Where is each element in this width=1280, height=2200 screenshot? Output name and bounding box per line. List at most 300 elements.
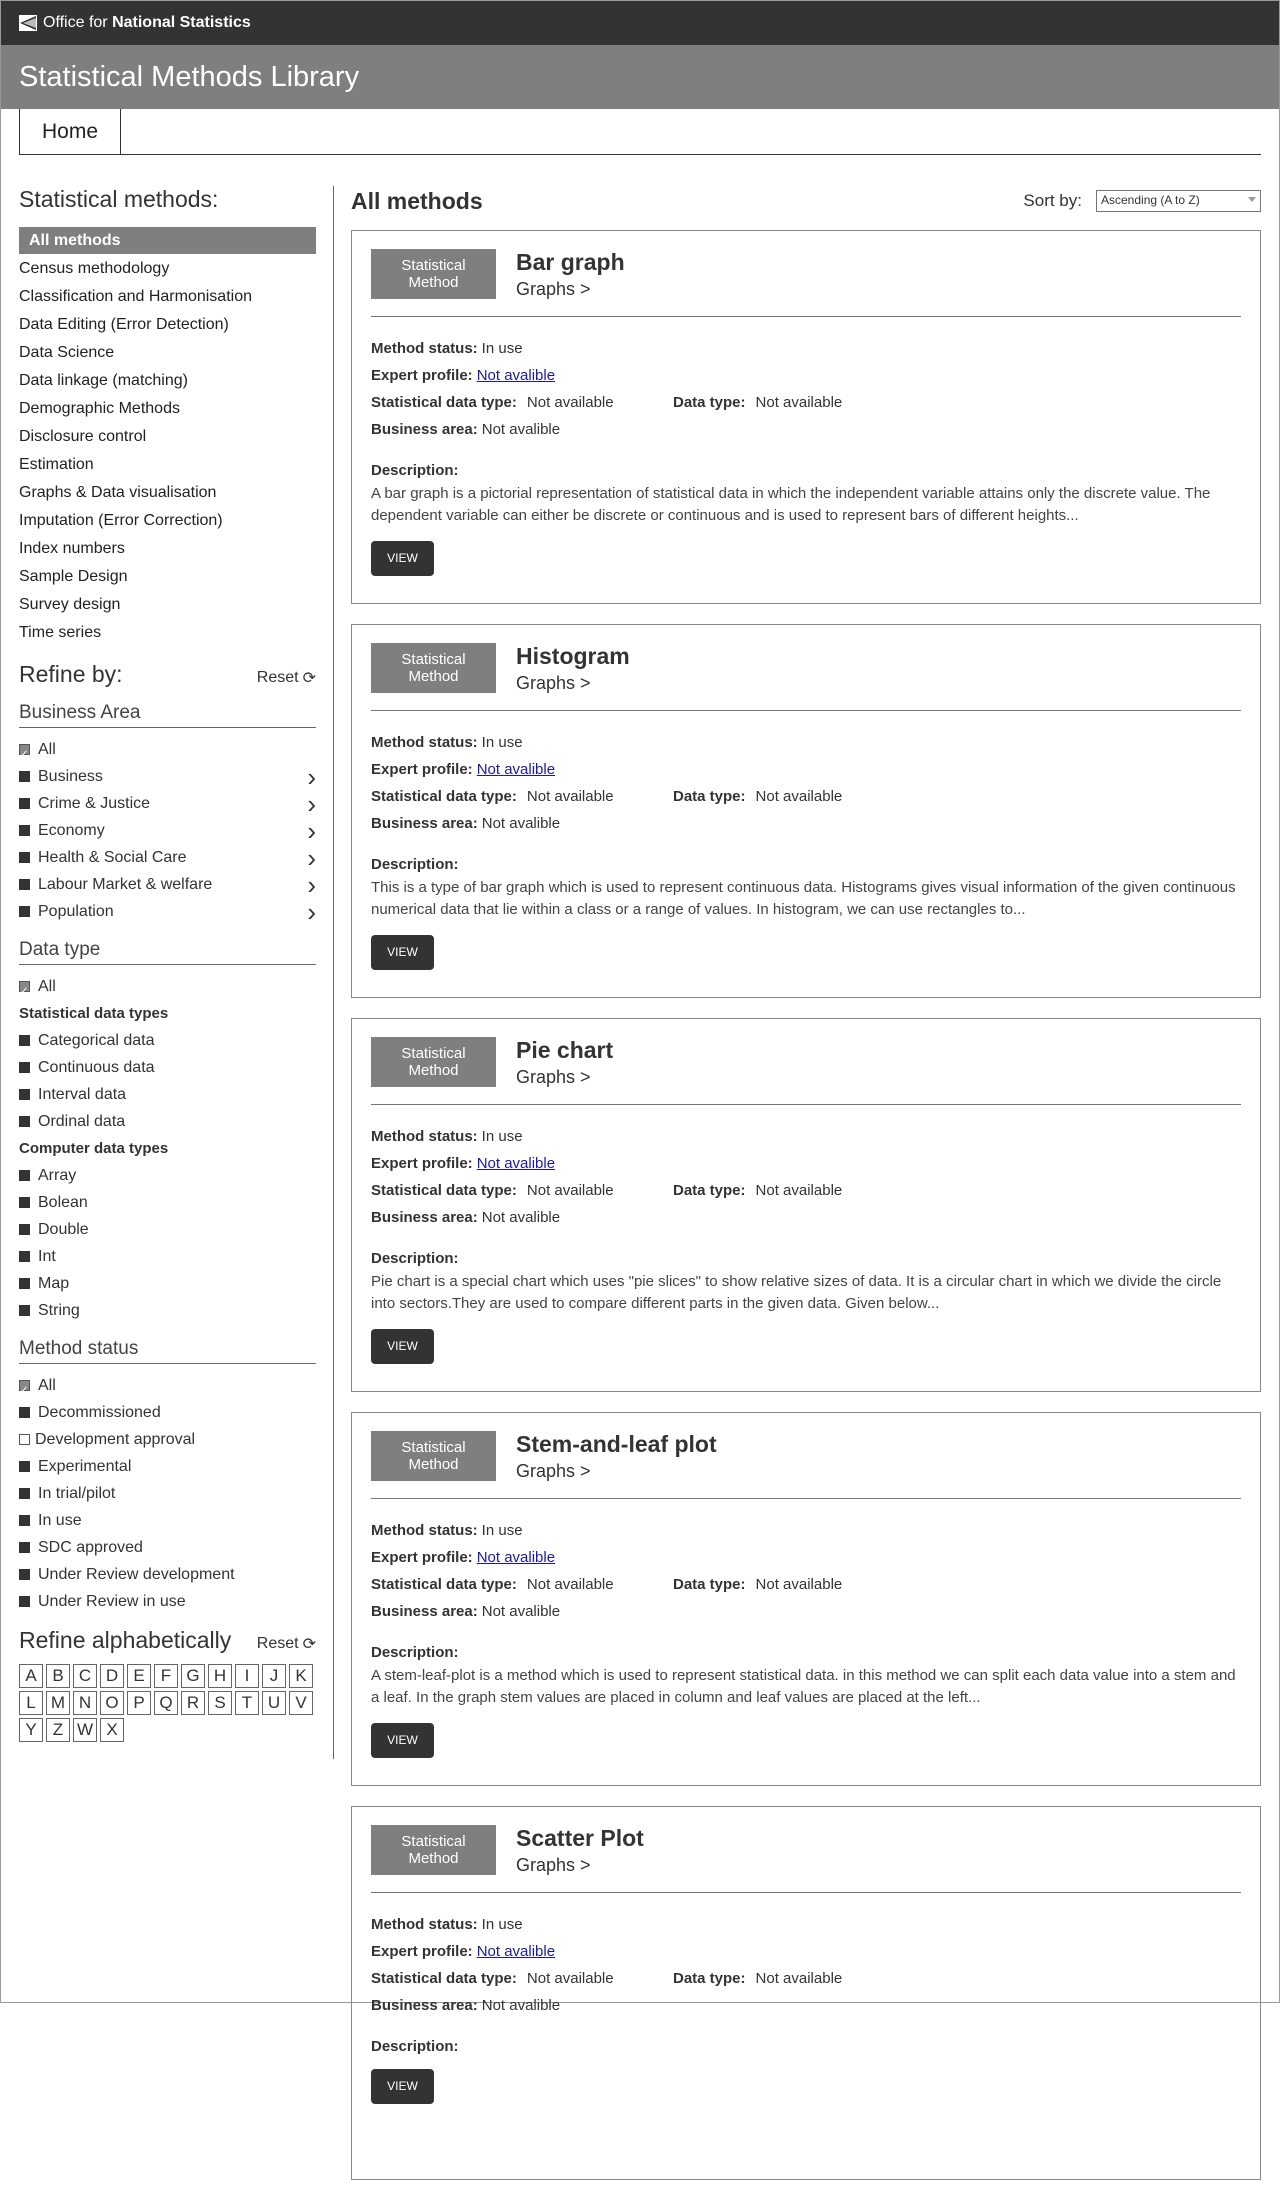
checkbox[interactable] [19,1224,30,1235]
filter-option[interactable] [19,1480,316,1507]
filter-label: Development approval [35,1431,196,1448]
method-status-label: Method status: [371,1128,478,1145]
business-area-label: Business area: [371,1997,478,2014]
expert-profile-link[interactable]: Not avalible [476,1943,556,1960]
alpha-letter[interactable]: Z [46,1718,70,1742]
chevron-right-icon[interactable]: › [307,788,316,819]
description-text: A stem-leaf-plot is a method which is used to represent statistical data. in this method we can split each data value into a stem and a leaf. In the graph stem values are placed in column and leaf values are placed at the left... [371,1667,1236,1706]
checkbox[interactable] [19,1116,30,1127]
method-status-row [371,335,1241,362]
filter-label: Health & Social Care [38,849,187,866]
stat-type-value: Not available [526,788,614,805]
card-title-block [516,249,625,316]
data-type-label: Data type: [673,1576,746,1593]
description-text: This is a type of bar graph which is used to represent continuous data. Histograms gives visual information of the given continuous numerical data that lie within a class or a range of values. In histogram, we can use rectangles to... [371,879,1236,918]
view-button[interactable]: VIEW [371,541,434,576]
filter-label: All [38,741,56,758]
checkbox[interactable] [19,1062,30,1073]
card-header [371,1431,1241,1499]
card-fields [371,1911,1241,2019]
main-content [351,186,1261,2200]
main-nav [19,109,1261,155]
data-type-value: Not available [755,394,843,411]
expert-profile-label: Expert profile: [371,367,473,384]
alpha-letter[interactable]: G [181,1664,205,1688]
method-status-value: In use [481,1522,523,1539]
stat-type-label: Statistical data type: [371,1182,517,1199]
filter-label: Crime & Justice [38,795,151,812]
filter-label: Under Review development [38,1566,235,1583]
stat-type-value: Not available [526,1182,614,1199]
description-text: Pie chart is a special chart which uses "pie slices" to show relative sizes of data. It is a circular chart in which we divide the circle into sectors.They are used to compare different parts in the given data. Given below... [371,1273,1222,1312]
alpha-letter[interactable]: V [289,1691,313,1715]
badge-line: Method [408,1850,459,1867]
alphabet-filter [19,1664,319,1745]
alpha-header [19,1627,316,1654]
method-badge [371,1825,496,1875]
checkbox[interactable] [19,1197,30,1208]
filter-label: Under Review in use [38,1593,186,1610]
filter-option[interactable] [19,898,316,925]
alpha-letter[interactable]: A [19,1664,43,1688]
filter-option[interactable] [19,763,316,790]
method-status-value: In use [481,734,523,751]
chevron-right-icon[interactable]: › [307,761,316,792]
filter-option[interactable] [19,1399,316,1426]
data-type-cell [673,1177,842,1204]
stat-type-value: Not available [526,1576,614,1593]
alpha-letter[interactable]: L [19,1691,43,1715]
method-status-row [371,1123,1241,1150]
checkbox[interactable] [19,771,30,782]
checkbox[interactable] [19,1380,30,1391]
checkbox[interactable] [19,1542,30,1553]
chevron-down-icon [1248,197,1256,202]
description-label: Description: [371,856,459,873]
filter-option[interactable] [19,1453,316,1480]
checkbox[interactable] [19,1488,30,1499]
expert-profile-link[interactable]: Not avalible [476,1549,556,1566]
expert-profile-row [371,362,1241,389]
sort-control [1023,190,1261,212]
filter-label: Ordinal data [38,1113,126,1130]
filter-label: Map [38,1275,70,1292]
method-status-row [371,1911,1241,1938]
filter-label: Continuous data [38,1059,155,1076]
checkbox[interactable] [19,981,30,992]
methods-heading: Statistical methods: [19,186,219,212]
method-status-label: Method status: [371,1522,478,1539]
filter-label: All [38,1377,56,1394]
filter-option[interactable] [19,1081,316,1108]
sidebar-method-item[interactable]: Data Editing (Error Detection) [19,316,229,333]
stat-type-cell [371,389,673,416]
card-header [371,1825,1241,1893]
checkbox[interactable] [19,852,30,863]
site-title: Statistical Methods Library [19,60,360,93]
sidebar-method-item[interactable]: Time series [19,624,102,641]
sidebar-method-item[interactable]: Census methodology [19,260,170,277]
method-status-row [371,729,1241,756]
method-status-filters [19,1372,316,1615]
method-badge [371,1431,496,1481]
alpha-letter[interactable]: Y [19,1718,43,1742]
card-fields [371,1123,1241,1231]
checkbox[interactable] [19,1434,30,1445]
data-type-cell [673,1965,842,1992]
filter-option[interactable] [19,973,316,1000]
data-type-label: Data type: [673,394,746,411]
alpha-reset-button[interactable] [257,1634,316,1654]
alpha-reset-label: Reset [256,1635,299,1652]
badge-line: Statistical [401,257,466,274]
checkbox[interactable] [19,1251,30,1262]
business-area-value: Not avalible [481,421,561,438]
description-label: Description: [371,2038,459,2055]
filter-label: Experimental [38,1458,132,1475]
filter-label: SDC approved [38,1539,143,1556]
checkbox[interactable] [19,1170,30,1181]
checkbox[interactable] [19,1305,30,1316]
filter-option[interactable] [19,871,316,898]
filter-option[interactable] [19,1189,316,1216]
filter-option[interactable] [19,1216,316,1243]
filter-option[interactable] [19,1426,316,1453]
card-category-link[interactable]: Graphs > [516,1855,591,1875]
alpha-letter[interactable]: H [208,1664,232,1688]
filter-option[interactable] [19,1507,316,1534]
business-area-label: Business area: [371,1209,478,1226]
business-area-value: Not avalible [481,1209,561,1226]
refresh-icon: ⟳ [302,1636,316,1653]
card-title[interactable]: Histogram [516,643,630,669]
alpha-letter[interactable]: N [73,1691,97,1715]
expert-profile-label: Expert profile: [371,1549,473,1566]
card-fields [371,335,1241,443]
alpha-letter[interactable]: Q [154,1691,178,1715]
checkbox[interactable] [19,1461,30,1472]
method-badge [371,643,496,693]
stat-type-cell [371,783,673,810]
chevron-right-icon[interactable]: › [307,842,316,873]
business-area-value: Not avalible [481,1997,561,2014]
filter-label: Double [38,1221,89,1238]
refine-header [19,661,316,688]
sidebar-method-item[interactable]: All methods [19,227,316,254]
checkbox[interactable] [19,1278,30,1289]
stat-type-label: Statistical data type: [371,394,517,411]
method-status-label: Method status: [371,1916,478,1933]
filter-label: Bolean [38,1194,88,1211]
expert-profile-row [371,1938,1241,1965]
filter-label: Labour Market & welfare [38,876,213,893]
org-name[interactable]: Office for National Statistics [43,14,251,31]
data-type-row [371,783,1241,810]
card-category-link[interactable]: Graphs > [516,673,591,693]
chevron-right-icon[interactable]: › [307,869,316,900]
alpha-letter[interactable]: I [235,1664,259,1688]
card-header [371,643,1241,711]
expert-profile-label: Expert profile: [371,1155,473,1172]
description-text: A bar graph is a pictorial representation of statistical data in which the independent variable attains only the discrete value. The dependent variable can either be discrete or continuous and is used to represent bars of different heights... [371,485,1211,524]
card-header [371,1037,1241,1105]
sort-select[interactable] [1096,190,1261,212]
alpha-letter[interactable]: K [289,1664,313,1688]
stat-type-label: Statistical data type: [371,1576,517,1593]
alpha-letter[interactable]: D [100,1664,124,1688]
card-title[interactable]: Pie chart [516,1037,614,1063]
method-badge [371,249,496,299]
card-fields [371,729,1241,837]
filter-option[interactable] [19,1027,316,1054]
checkbox[interactable] [19,1407,30,1418]
checkbox[interactable] [19,879,30,890]
data-type-label: Data type: [673,788,746,805]
filter-option[interactable] [19,790,316,817]
stat-type-cell [371,1571,673,1598]
business-area-row [371,416,1241,443]
method-card [351,624,1261,998]
alpha-letter[interactable]: S [208,1691,232,1715]
column-divider [333,186,334,1759]
badge-line: Statistical [401,1439,466,1456]
badge-line: Statistical [401,1833,466,1850]
alpha-letter[interactable]: F [154,1664,178,1688]
stat-type-value: Not available [526,394,614,411]
badge-line: Statistical [401,1045,466,1062]
filter-label: Int [38,1248,56,1265]
chevron-right-icon[interactable]: › [307,815,316,846]
data-type-cell [673,1571,842,1598]
sidebar-method-item[interactable]: Demographic Methods [19,400,180,417]
stat-type-cell [371,1177,673,1204]
filter-label: All [38,978,56,995]
business-area-label: Business area: [371,1603,478,1620]
business-area-label: Business area: [371,421,478,438]
stat-type-cell [371,1965,673,1992]
alpha-letter[interactable]: O [100,1691,124,1715]
statistical-data-types-heading: Statistical data types [19,1005,169,1022]
card-category-link[interactable]: Graphs > [516,1461,591,1481]
filter-option[interactable] [19,1270,316,1297]
ons-logo-icon[interactable] [19,13,39,33]
method-cards [351,230,1261,2180]
business-area-row [371,810,1241,837]
filter-option[interactable] [19,736,316,763]
checkbox[interactable] [19,744,30,755]
alpha-letter[interactable]: B [46,1664,70,1688]
filter-label: Array [38,1167,77,1184]
card-header [371,249,1241,317]
method-card [351,1018,1261,1392]
alpha-heading: Refine alphabetically [19,1627,232,1653]
method-card [351,230,1261,604]
filter-option[interactable] [19,1588,316,1615]
card-category-link[interactable]: Graphs > [516,1067,591,1087]
view-button[interactable]: VIEW [371,1329,434,1364]
alpha-letter[interactable]: P [127,1691,151,1715]
sidebar-method-item[interactable]: Sample Design [19,568,128,585]
sort-value: Ascending (A to Z) [1101,193,1200,207]
method-status-value: In use [481,1916,523,1933]
alpha-letter[interactable]: T [235,1691,259,1715]
sidebar-method-item[interactable]: Disclosure control [19,428,147,445]
expert-profile-row [371,756,1241,783]
sidebar [19,186,316,1745]
sidebar-method-item[interactable]: Graphs & Data visualisation [19,484,217,501]
top-bar [1,1,1279,45]
card-title[interactable]: Scatter Plot [516,1825,644,1851]
refine-heading: Refine by: [19,661,123,687]
filter-label: In use [38,1512,82,1529]
checkbox[interactable] [19,1569,30,1580]
stat-type-label: Statistical data type: [371,1970,517,1987]
card-title[interactable]: Bar graph [516,249,625,275]
nav-home-link[interactable]: Home [19,109,121,154]
expert-profile-label: Expert profile: [371,761,473,778]
data-type-value: Not available [755,1970,843,1987]
badge-line: Method [408,1456,459,1473]
checkbox[interactable] [19,825,30,836]
sidebar-method-item[interactable]: Imputation (Error Correction) [19,512,223,529]
expert-profile-link[interactable]: Not avalible [476,761,556,778]
view-button[interactable]: VIEW [371,2069,434,2104]
expert-profile-link[interactable]: Not avalible [476,367,556,384]
alpha-letter[interactable]: C [73,1664,97,1688]
alpha-letter[interactable]: M [46,1691,70,1715]
method-status-value: In use [481,1128,523,1145]
business-area-label: Business area: [371,815,478,832]
method-status-heading: Method status [19,1338,316,1364]
alpha-letter[interactable]: J [262,1664,286,1688]
business-area-value: Not avalible [481,815,561,832]
business-area-filters [19,736,316,925]
badge-line: Method [408,668,459,685]
method-card [351,1806,1261,2180]
filter-option[interactable] [19,1561,316,1588]
card-title[interactable]: Stem-and-leaf plot [516,1431,717,1457]
description-label: Description: [371,1250,459,1267]
filter-label: Population [38,903,114,920]
card-title-block [516,1431,717,1498]
reset-button[interactable] [257,668,316,688]
sidebar-method-item[interactable]: Index numbers [19,540,125,557]
chevron-right-icon[interactable]: › [307,896,316,927]
methods-list [19,227,316,647]
stat-type-value: Not available [526,1970,614,1987]
filter-label: In trial/pilot [38,1485,116,1502]
checkbox[interactable] [19,1515,30,1526]
view-button[interactable]: VIEW [371,935,434,970]
method-card [351,1412,1261,1786]
badge-line: Statistical [401,651,466,668]
data-type-row [371,1965,1241,1992]
checkbox[interactable] [19,1596,30,1607]
business-area-heading: Business Area [19,702,316,728]
checkbox[interactable] [19,798,30,809]
sort-label: Sort by: [1023,191,1082,210]
filter-label: Decommissioned [38,1404,161,1421]
alpha-letter[interactable]: W [73,1718,97,1742]
reset-label: Reset [256,669,299,686]
alpha-letter[interactable]: E [127,1664,151,1688]
results-header [351,186,1261,216]
sidebar-method-item[interactable]: Estimation [19,456,94,473]
filter-option[interactable] [19,1297,316,1324]
card-title-block [516,1037,613,1104]
sidebar-method-item[interactable]: Survey design [19,596,121,613]
filter-option[interactable] [19,1372,316,1399]
data-type-value: Not available [755,1576,843,1593]
data-type-cell [673,389,842,416]
card-category-link[interactable]: Graphs > [516,279,591,299]
card-title-block [516,1825,644,1892]
sidebar-method-item[interactable]: Data Science [19,344,115,361]
filter-option[interactable] [19,817,316,844]
sidebar-method-item[interactable]: Classification and Harmonisation [19,288,252,305]
data-type-filters [19,973,316,1324]
filter-label: Categorical data [38,1032,155,1049]
filter-label: String [38,1302,80,1319]
refresh-icon: ⟳ [302,670,316,687]
description-label: Description: [371,1644,459,1661]
view-button[interactable]: VIEW [371,1723,434,1758]
sidebar-method-item[interactable]: Data linkage (matching) [19,372,188,389]
filter-option[interactable] [19,1243,316,1270]
data-type-label: Data type: [673,1182,746,1199]
alpha-letter[interactable]: R [181,1691,205,1715]
data-type-row [371,1177,1241,1204]
filter-option[interactable] [19,1162,316,1189]
method-status-value: In use [481,340,523,357]
computer-data-types-heading: Computer data types [19,1140,169,1157]
filter-option[interactable] [19,844,316,871]
filter-option[interactable] [19,1108,316,1135]
data-type-row [371,1571,1241,1598]
data-type-label: Data type: [673,1970,746,1987]
stat-type-label: Statistical data type: [371,788,517,805]
business-area-row [371,1992,1241,2019]
badge-line: Method [408,274,459,291]
card-title-block [516,643,630,710]
filter-label: Economy [38,822,105,839]
checkbox[interactable] [19,906,30,917]
checkbox[interactable] [19,1035,30,1046]
data-type-row [371,389,1241,416]
alpha-letter[interactable]: X [100,1718,124,1742]
expert-profile-row [371,1544,1241,1571]
alpha-letter[interactable]: U [262,1691,286,1715]
method-status-label: Method status: [371,734,478,751]
site-header [1,45,1279,109]
filter-option[interactable] [19,1534,316,1561]
data-type-value: Not available [755,788,843,805]
business-area-row [371,1204,1241,1231]
method-badge [371,1037,496,1087]
data-type-heading: Data type [19,939,316,965]
data-type-cell [673,783,842,810]
expert-profile-link[interactable]: Not avalible [476,1155,556,1172]
method-status-row [371,1517,1241,1544]
checkbox[interactable] [19,1089,30,1100]
data-type-value: Not available [755,1182,843,1199]
filter-option[interactable] [19,1054,316,1081]
description-label: Description: [371,462,459,479]
badge-line: Method [408,1062,459,1079]
filter-label: Interval data [38,1086,127,1103]
method-status-label: Method status: [371,340,478,357]
card-fields [371,1517,1241,1625]
